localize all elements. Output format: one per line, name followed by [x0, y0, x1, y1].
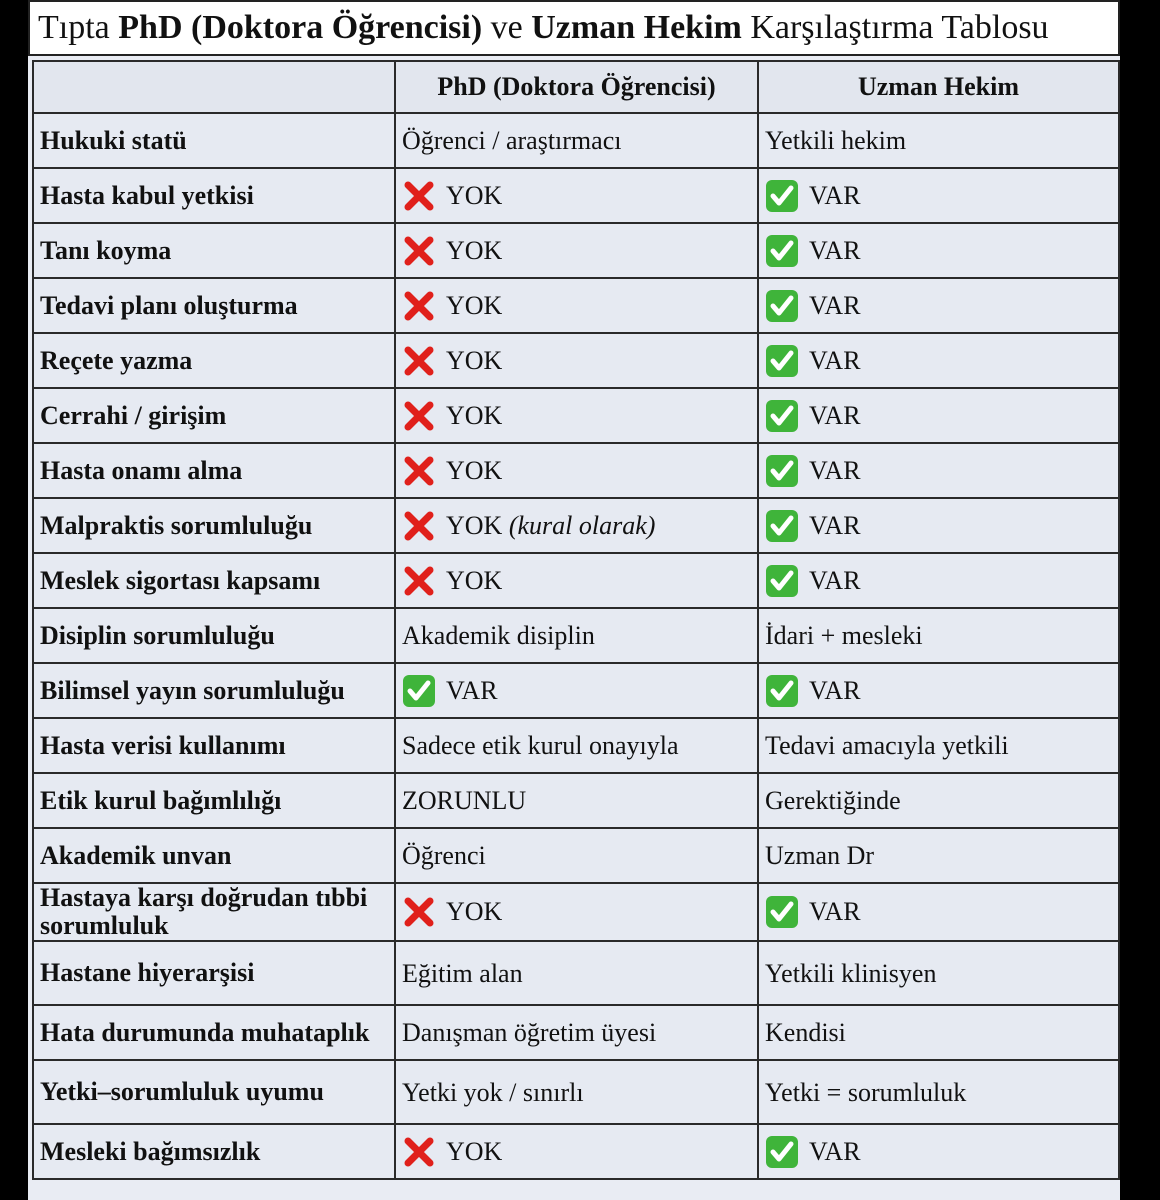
row-label: Meslek sigortası kapsamı: [33, 553, 395, 608]
uzman-cell: [758, 113, 1119, 168]
uzman-value: Yetkili hekim: [765, 126, 907, 156]
uzman-cell: [758, 773, 1119, 828]
cross-icon: [402, 895, 436, 929]
table-row: [33, 278, 1119, 333]
uzman-cell: [758, 883, 1119, 941]
cross-icon: [402, 344, 436, 378]
uzman-cell: [758, 1060, 1119, 1124]
uzman-value: VAR: [809, 290, 861, 320]
row-label: Malpraktis sorumluluğu: [33, 498, 395, 553]
cross-icon: [402, 289, 436, 323]
phd-cell: [395, 718, 758, 773]
cross-icon: [402, 454, 436, 488]
table-row: [33, 1124, 1119, 1179]
phd-cell: [395, 1060, 758, 1124]
phd-value: ZORUNLU: [402, 786, 527, 816]
uzman-value: VAR: [809, 235, 861, 265]
phd-cell: [395, 388, 758, 443]
title-suffix: Karşılaştırma Tablosu: [750, 9, 1049, 46]
phd-value: YOK: [446, 235, 503, 265]
cross-icon: [402, 564, 436, 598]
row-label: Tanı koyma: [33, 223, 395, 278]
phd-cell: [395, 223, 758, 278]
uzman-cell: [758, 168, 1119, 223]
uzman-cell: [758, 443, 1119, 498]
phd-cell: [395, 773, 758, 828]
cross-icon: [402, 509, 436, 543]
table-row: [33, 223, 1119, 278]
uzman-value: VAR: [809, 675, 861, 705]
phd-cell: [395, 941, 758, 1005]
row-label: Bilimsel yayın sorumluluğu: [33, 663, 395, 718]
phd-value: YOK: [446, 180, 503, 210]
table-body: [33, 113, 1119, 1179]
header-criterion: [33, 61, 395, 113]
phd-value: YOK: [446, 345, 503, 375]
title-phd: PhD (Doktora Öğrencisi): [118, 9, 483, 46]
header-phd: PhD (Doktora Öğrencisi): [395, 61, 758, 113]
check-icon: [765, 674, 799, 708]
cross-icon: [402, 1135, 436, 1169]
row-label: Hastaya karşı doğrudan tıbbi sorumluluk: [33, 883, 395, 941]
uzman-value: Uzman Dr: [765, 841, 875, 871]
row-label: Hata durumunda muhataplık: [33, 1005, 395, 1060]
phd-cell: [395, 1005, 758, 1060]
row-label: Hasta kabul yetkisi: [33, 168, 395, 223]
row-label: Hasta onamı alma: [33, 443, 395, 498]
uzman-value: VAR: [809, 400, 861, 430]
phd-value: Eğitim alan: [402, 959, 523, 989]
phd-cell: [395, 498, 758, 553]
row-label: Tedavi planı oluşturma: [33, 278, 395, 333]
phd-cell: [395, 883, 758, 941]
phd-cell: [395, 278, 758, 333]
title-and: ve: [490, 9, 523, 46]
phd-value: Yetki yok / sınırlı: [402, 1078, 584, 1108]
table-header-row: [33, 61, 1119, 113]
check-icon: [765, 1135, 799, 1169]
phd-value: YOK: [446, 455, 503, 485]
uzman-cell: [758, 553, 1119, 608]
uzman-cell: [758, 498, 1119, 553]
phd-value: Danışman öğretim üyesi: [402, 1018, 657, 1048]
table-row: [33, 773, 1119, 828]
row-label: Hastane hiyerarşisi: [33, 941, 395, 1005]
check-icon: [765, 454, 799, 488]
uzman-cell: [758, 223, 1119, 278]
uzman-value: İdari + mesleki: [765, 621, 923, 651]
row-label: Mesleki bağımsızlık: [33, 1124, 395, 1179]
phd-cell: [395, 168, 758, 223]
row-label: Hukuki statü: [33, 113, 395, 168]
phd-note: (kural olarak): [508, 510, 656, 540]
table-row: [33, 828, 1119, 883]
table-row: [33, 168, 1119, 223]
phd-cell: [395, 1124, 758, 1179]
uzman-value: VAR: [809, 180, 861, 210]
header-uzman: Uzman Hekim: [758, 61, 1119, 113]
uzman-value: Kendisi: [765, 1018, 846, 1048]
table-row: [33, 941, 1119, 1005]
uzman-cell: [758, 278, 1119, 333]
uzman-value: Yetki = sorumluluk: [765, 1078, 967, 1108]
uzman-cell: [758, 388, 1119, 443]
uzman-value: Yetkili klinisyen: [765, 959, 937, 989]
phd-cell: [395, 828, 758, 883]
check-icon: [765, 179, 799, 213]
uzman-cell: [758, 333, 1119, 388]
phd-value: Akademik disiplin: [402, 621, 595, 651]
row-label: Cerrahi / girişim: [33, 388, 395, 443]
row-label: Reçete yazma: [33, 333, 395, 388]
table-row: [33, 333, 1119, 388]
phd-cell: [395, 608, 758, 663]
phd-value: YOK: [446, 1136, 503, 1166]
check-icon: [765, 289, 799, 323]
uzman-value: Gerektiğinde: [765, 786, 901, 816]
check-icon: [765, 564, 799, 598]
phd-value: Sadece etik kurul onayıyla: [402, 731, 679, 761]
comparison-table: [32, 60, 1120, 1180]
uzman-cell: [758, 663, 1119, 718]
check-icon: [765, 509, 799, 543]
phd-value: Öğrenci: [402, 841, 486, 871]
document-page: [28, 0, 1120, 1200]
uzman-cell: [758, 1124, 1119, 1179]
table-row: [33, 1005, 1119, 1060]
phd-value: YOK: [446, 400, 503, 430]
row-label: Hasta verisi kullanımı: [33, 718, 395, 773]
phd-cell: [395, 663, 758, 718]
uzman-value: Tedavi amacıyla yetkili: [765, 731, 1009, 761]
phd-value: YOK: [446, 290, 503, 320]
cross-icon: [402, 399, 436, 433]
row-label: Etik kurul bağımlılığı: [33, 773, 395, 828]
uzman-value: VAR: [809, 510, 861, 540]
uzman-cell: [758, 828, 1119, 883]
check-icon: [402, 674, 436, 708]
table-row: [33, 498, 1119, 553]
phd-cell: [395, 113, 758, 168]
row-label: Disiplin sorumluluğu: [33, 608, 395, 663]
uzman-cell: [758, 718, 1119, 773]
phd-value: YOK: [446, 565, 503, 595]
uzman-value: VAR: [809, 455, 861, 485]
phd-value: VAR: [446, 675, 498, 705]
phd-cell: [395, 333, 758, 388]
row-label: Yetki–sorumluluk uyumu: [33, 1060, 395, 1124]
uzman-cell: [758, 608, 1119, 663]
uzman-value: VAR: [809, 1136, 861, 1166]
table-row: [33, 443, 1119, 498]
table-row: [33, 553, 1119, 608]
table-row: [33, 388, 1119, 443]
page-title: [28, 0, 1120, 56]
uzman-value: VAR: [809, 565, 861, 595]
uzman-value: VAR: [809, 345, 861, 375]
row-label: Akademik unvan: [33, 828, 395, 883]
check-icon: [765, 399, 799, 433]
table-row: [33, 1060, 1119, 1124]
phd-cell: [395, 443, 758, 498]
table-row: [33, 608, 1119, 663]
table-row: [33, 883, 1119, 941]
check-icon: [765, 344, 799, 378]
check-icon: [765, 234, 799, 268]
phd-value: YOK: [446, 897, 503, 926]
table-row: [33, 718, 1119, 773]
uzman-cell: [758, 941, 1119, 1005]
cross-icon: [402, 234, 436, 268]
title-prefix: Tıpta: [38, 9, 110, 46]
phd-value: YOK: [446, 510, 503, 540]
phd-value: Öğrenci / araştırmacı: [402, 126, 622, 156]
check-icon: [765, 895, 799, 929]
cross-icon: [402, 179, 436, 213]
table-row: [33, 663, 1119, 718]
phd-cell: [395, 553, 758, 608]
title-specialist: Uzman Hekim: [531, 9, 742, 46]
uzman-value: VAR: [809, 897, 861, 926]
uzman-cell: [758, 1005, 1119, 1060]
table-row: [33, 113, 1119, 168]
